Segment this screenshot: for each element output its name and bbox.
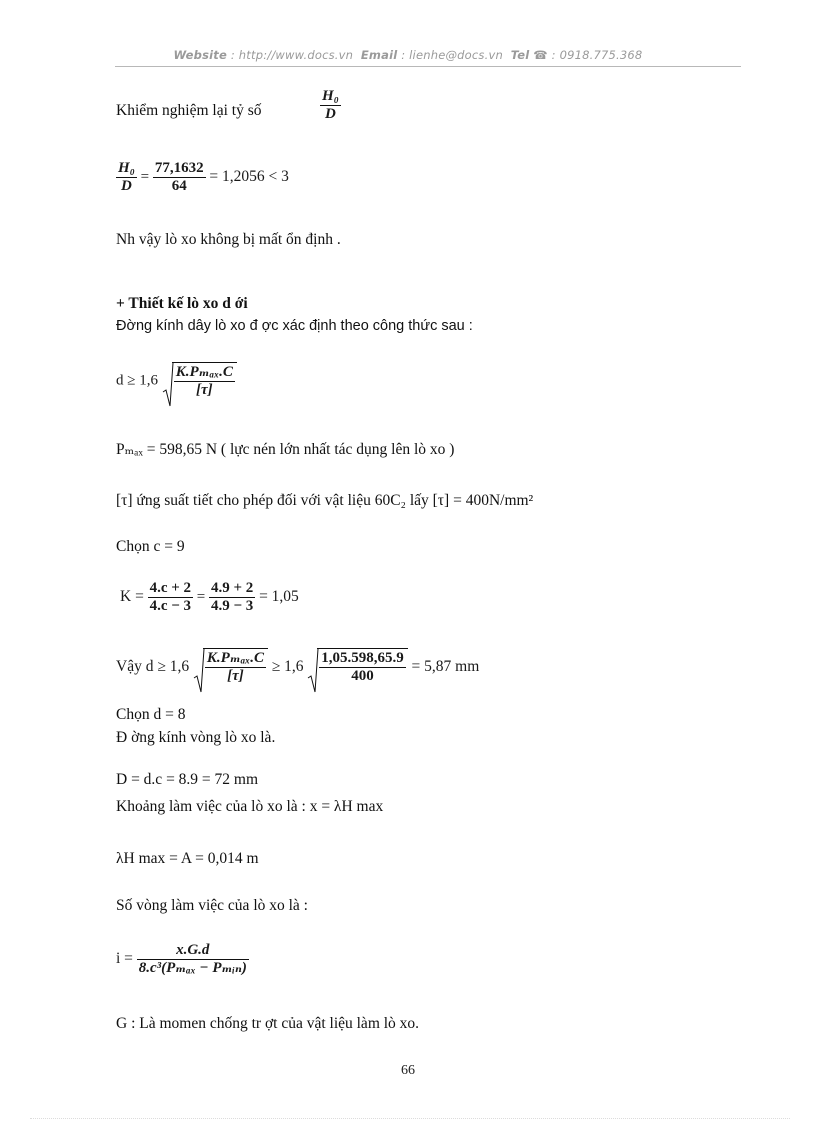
website-url: : http://www.docs.vn xyxy=(230,48,354,62)
k-result: = 1,05 xyxy=(259,588,299,606)
sqrt3-denominator: 400 xyxy=(351,668,374,685)
page-number: 66 xyxy=(401,1063,415,1078)
radical-sign-2 xyxy=(193,648,205,694)
diameter-calc xyxy=(116,648,479,686)
k-formula: K = $\frac{4.c + 2}{4.c - 3}$ = $\frac{4.9 + 2}{4.9 - 3}$ = 1,05 xyxy=(120,580,299,615)
sqrt-expression-2 xyxy=(193,648,268,686)
diameter-formula xyxy=(116,362,237,400)
k-num1: 4.c + 2 xyxy=(148,580,193,598)
i-denominator: 8.c³(Pₘₐₓ − Pₘᵢₙ) xyxy=(138,960,247,977)
check-ratio-text: Khiểm nghiệm lại tỷ số xyxy=(116,102,262,119)
radical-sign-3 xyxy=(307,648,319,694)
website-label: Website xyxy=(173,48,227,62)
ratio-numerator: H₀ xyxy=(320,88,341,106)
vay-mid: ≥ 1,6 xyxy=(271,657,304,675)
ratio-equation: $\frac{\text{H₀}}{D}$ = $\frac{77,1632}{64}$ = 1,2056 < 3 xyxy=(118,160,289,195)
working-range: Khoảng làm việc của lò xo là : x = λH max xyxy=(116,798,384,815)
i-lhs: i = xyxy=(116,950,133,968)
vay-text: Vậy d ≥ 1,6 xyxy=(116,657,190,675)
lambda-eq: λH max = A = 0,014 m xyxy=(116,850,259,867)
i-numerator: x.G.d xyxy=(137,942,249,960)
eq-den: 64 xyxy=(171,178,187,195)
sqrt2-denominator: [τ] xyxy=(227,668,244,685)
sqrt-numerator: K.Pₘₐₓ.C xyxy=(174,364,235,382)
tel-label: Tel xyxy=(510,48,530,62)
d-inequality: d ≥ 1,6 xyxy=(116,372,158,389)
sqrt3-numerator: 1,05.598,65.9 xyxy=(319,650,406,668)
vay-result: = 5,87 mm xyxy=(411,657,480,675)
radical-sign xyxy=(162,362,174,408)
coil-count-formula xyxy=(116,942,249,978)
choose-d: Chọn d = 8 xyxy=(116,706,186,723)
tau-line: [τ] ứng suất tiết cho phép đối với vật liệu 60C₂ lấy [τ] = 400N/mm² xyxy=(116,492,534,509)
ratio-fraction xyxy=(320,88,341,124)
ratio-denominator: D xyxy=(325,106,336,123)
coil-count-intro: Số vòng làm việc của lò xo là : xyxy=(116,897,308,914)
tel-value: ☎ : 0918.775.368 xyxy=(533,48,643,62)
pmax-line: Pₘₐₓ = 598,65 N ( lực nén lớn nhất tác dụng lên lò xo ) xyxy=(116,441,455,458)
coil-diameter-intro: Đ ờng kính vòng lò xo là. xyxy=(116,729,276,746)
stability-conclusion: Nh vậy lò xo không bị mất ổn định . xyxy=(116,231,341,248)
coil-diameter-eq: D = d.c = 8.9 = 72 mm xyxy=(116,771,259,788)
header-divider xyxy=(115,66,741,67)
k-den1: 4.c − 3 xyxy=(149,598,192,615)
eq-result: = 1,2056 < 3 xyxy=(209,168,289,186)
eq-d: D xyxy=(121,178,132,195)
g-definition: G : Là momen chống tr ợt của vật liệu làm lò xo. xyxy=(116,1015,420,1032)
email-value: : lienhe@docs.vn xyxy=(401,48,503,62)
wire-diameter-intro: Đờng kính dây lò xo đ ợc xác định theo công thức sau : xyxy=(116,318,473,334)
choose-c: Chọn c = 9 xyxy=(116,538,185,555)
eq-num: 77,1632 xyxy=(153,160,206,178)
sqrt-expression xyxy=(162,362,237,400)
page-header xyxy=(0,48,816,62)
sqrt-expression-3 xyxy=(307,648,408,686)
k-lhs: K = xyxy=(120,588,144,606)
eq-h0: H₀ xyxy=(116,160,137,178)
k-num2: 4.9 + 2 xyxy=(209,580,255,598)
k-den2: 4.9 − 3 xyxy=(211,598,254,615)
section-title: + Thiết kế lò xo d ới xyxy=(116,295,248,312)
sqrt-denominator: [τ] xyxy=(196,382,213,399)
sqrt2-numerator: K.Pₘₐₓ.C xyxy=(205,650,266,668)
email-label: Email xyxy=(360,48,398,62)
footer-dotted-line xyxy=(30,1118,790,1119)
